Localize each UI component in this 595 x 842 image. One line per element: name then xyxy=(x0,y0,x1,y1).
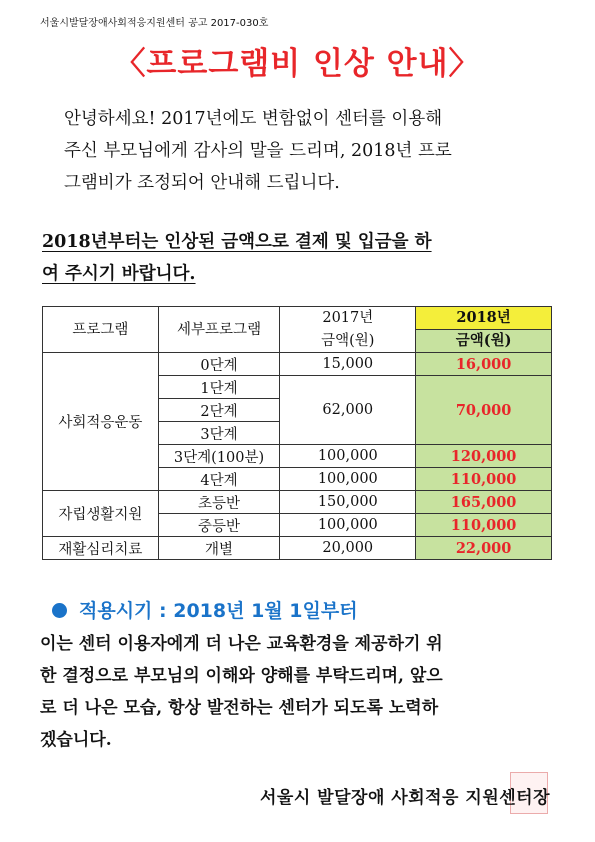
payment-notice-line: 2018년부터는 인상된 금액으로 결제 및 입금을 하 xyxy=(42,232,432,252)
group-social: 사회적응운동 xyxy=(43,353,159,491)
fee-2018-cell: 120,000 xyxy=(416,445,552,468)
fee-2017-cell: 100,000 xyxy=(280,445,416,468)
page-title: 〈프로그램비 인상 안내〉 xyxy=(114,46,481,82)
signature: 서울시 발달장애 사회적응 지원센터장 xyxy=(260,788,551,808)
sub-program-cell: 초등반 xyxy=(158,491,280,514)
bullet-dot-icon xyxy=(52,603,67,618)
header-amount-2017: 금액(원) xyxy=(280,330,416,353)
notice-number: 서울시발달장애사회적응지원센터 공고 2017-030호 xyxy=(40,18,269,29)
fee-2017-cell: 100,000 xyxy=(280,468,416,491)
fee-2017-cell: 15,000 xyxy=(280,353,416,376)
closing-line: 겠습니다. xyxy=(40,730,112,750)
fee-table xyxy=(42,306,552,560)
effective-date-label: 적용시기 : 2018년 1월 1일부터 xyxy=(79,600,358,622)
fee-2017-cell: 20,000 xyxy=(280,537,416,560)
sub-program-cell: 3단계(100분) xyxy=(158,445,280,468)
closing-line: 이는 센터 이용자에게 더 나은 교육환경을 제공하기 위 xyxy=(40,634,443,654)
header-amount-2018: 금액(원) xyxy=(416,330,552,353)
fee-2017-cell: 100,000 xyxy=(280,514,416,537)
intro-line: 주신 부모님에게 감사의 말을 드리며, 2018년 프로 xyxy=(64,141,452,161)
intro-line: 그램비가 조정되어 안내해 드립니다. xyxy=(64,173,340,193)
header-year-2018: 2018년 xyxy=(416,307,552,330)
table-row xyxy=(43,537,552,560)
table-row xyxy=(43,491,552,514)
closing-paragraph xyxy=(40,628,560,756)
fee-2018-cell: 70,000 xyxy=(416,376,552,445)
sub-program-cell: 개별 xyxy=(158,537,280,560)
header-year-2017: 2017년 xyxy=(280,307,416,330)
fee-2017-cell: 150,000 xyxy=(280,491,416,514)
sub-program-cell: 1단계 xyxy=(158,376,280,399)
sub-program-cell: 3단계 xyxy=(158,422,280,445)
closing-line: 로 더 나은 모습, 항상 발전하는 센터가 되도록 노력하 xyxy=(40,698,439,718)
sub-program-cell: 2단계 xyxy=(158,399,280,422)
payment-notice-line: 여 주시기 바랍니다. xyxy=(42,264,196,284)
fee-2017-cell: 62,000 xyxy=(280,376,416,445)
fee-2018-cell: 110,000 xyxy=(416,514,552,537)
header-program: 프로그램 xyxy=(43,307,159,353)
header-sub-program: 세부프로그램 xyxy=(158,307,280,353)
sub-program-cell: 4단계 xyxy=(158,468,280,491)
fee-2018-cell: 110,000 xyxy=(416,468,552,491)
closing-line: 한 결정으로 부모님의 이해와 양해를 부탁드리며, 앞으 xyxy=(40,666,443,686)
effective-date xyxy=(52,596,358,623)
fee-2018-cell: 22,000 xyxy=(416,537,552,560)
fee-2018-cell: 165,000 xyxy=(416,491,552,514)
fee-2018-cell: 16,000 xyxy=(416,353,552,376)
sub-program-cell: 중등반 xyxy=(158,514,280,537)
intro-line: 안녕하세요! 2017년에도 변함없이 센터를 이용해 xyxy=(64,109,443,129)
payment-notice xyxy=(42,226,562,290)
intro-paragraph xyxy=(40,103,560,199)
sub-program-cell: 0단계 xyxy=(158,353,280,376)
group-independent: 자립생활지원 xyxy=(43,491,159,537)
group-rehab: 재활심리치료 xyxy=(43,537,159,560)
table-row xyxy=(43,353,552,376)
